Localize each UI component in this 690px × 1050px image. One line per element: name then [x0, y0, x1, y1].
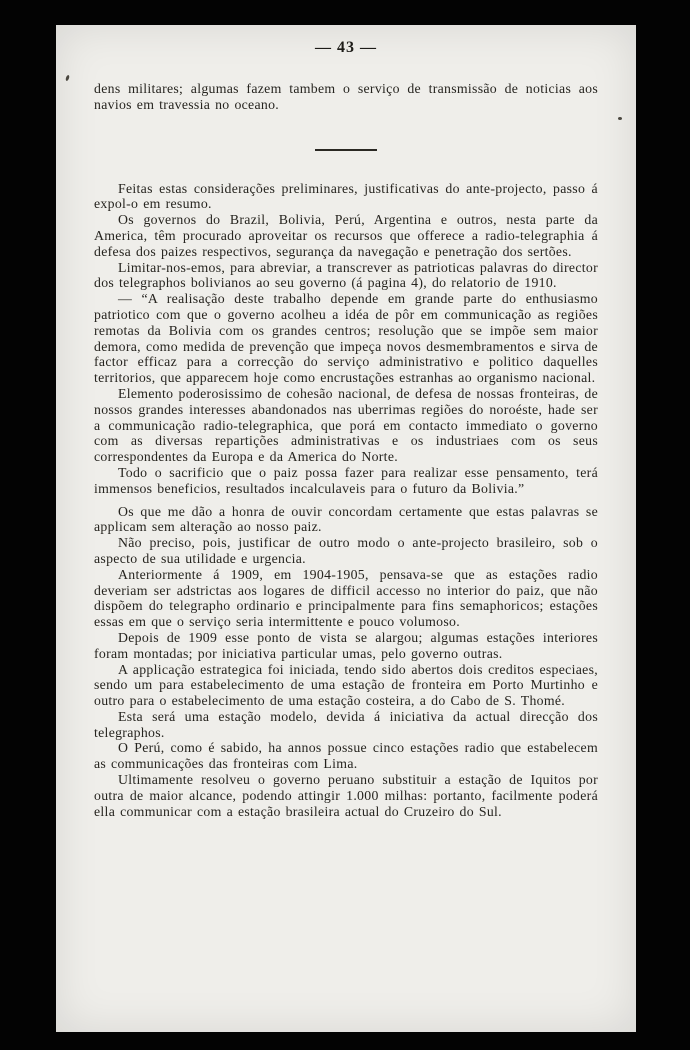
paragraph: Depois de 1909 esse ponto de vista se alargou; algumas estações interiores foram montadas; por iniciativa particular umas, pelo governo outras.: [94, 629, 598, 661]
paragraph: A applicação estrategica foi iniciada, tendo sido abertos dois creditos especiaes, sendo um para estabelecimento de uma estação de fronteira em Porto Murtinho e outro para o estabelecimento de uma estação costeira, a do Cabo de S. Thomé.: [94, 661, 598, 709]
paragraph: — “A realisação deste trabalho depende em grande parte do enthusiasmo patriotico com que o governo acolheu a idéa de pôr em communicação as regiões remotas da Bolivia com os grandes centros; resolução que se impõe sem maior demora, como medida de prevenção que impeça novos desmembramentos e sirva de factor efficaz para a correcção do serviço administrativo e politico daquelles territorios, que apparecem hoje como encrustações estranhas ao organismo nacional.: [94, 291, 598, 386]
paragraph: Não preciso, pois, justificar de outro modo o ante-projecto brasileiro, sob o aspecto de sua utilidade e urgencia.: [94, 535, 598, 566]
page-content: [56, 25, 636, 819]
paragraph: Esta será uma estação modelo, devida á iniciativa da actual direcção dos telegraphos.: [94, 708, 598, 740]
paragraph: Elemento poderosissimo de cohesão nacional, de defesa de nossas fronteiras, de nossos grandes interesses abandonados nas uberrimas regiões do noroéste, hade ser a communicação radio-telegraphica, que porá em contacto immediato o governo com as diversas repartições administrativas e os industriaes com os seus correspondentes da Europa e da America do Norte.: [94, 385, 598, 465]
paragraph: Os governos do Brazil, Bolivia, Perú, Argentina e outros, nesta parte da America, têm procurado aproveitar os recursos que offerece a radio-telegraphia á defesa dos paizes respectivos, segurança da navegação e penetração dos sertões.: [94, 212, 598, 259]
section-divider: [94, 147, 598, 151]
paragraph: Feitas estas considerações preliminares, justificativas do ante-projecto, passo á expol-o em resumo.: [94, 180, 598, 212]
paragraph: Anteriormente á 1909, em 1904-1905, pensava-se que as estações radio deveriam ser adstrictas aos logares de difficil accesso no interior do paiz, que não dispõem do telegrapho ordinario e principalmente para fins semaphoricos; estações essas em que o serviço seria intermittente e pouco volumoso.: [94, 566, 598, 630]
paragraph: Os que me dão a honra de ouvir concordam certamente que estas palavras se applicam sem alteração ao nosso paiz.: [94, 503, 598, 535]
paragraph: Ultimamente resolveu o governo peruano substituir a estação de Iquitos por outra de maior alcance, podendo attingir 1.000 milhas: portanto, facilmente poderá ella communicar com a estação brasileira actual do Cruzeiro do Sul.: [94, 772, 598, 819]
paragraph: Todo o sacrificio que o paiz possa fazer para realizar esse pensamento, terá immensos beneficios, resultados incalculaveis para o futuro da Bolivia.”: [94, 464, 598, 496]
scan-artifact: [618, 117, 622, 120]
paragraph: Limitar-nos-emos, para abreviar, a transcrever as patrioticas palavras do director dos telegraphos bolivianos ao seu governo (á pagina 4), do relatorio de 1910.: [94, 259, 598, 291]
divider-rule: [315, 149, 377, 151]
paragraph-continuation: dens militares; algumas fazem tambem o serviço de transmissão de noticias aos navios em travessia no oceano.: [94, 81, 598, 112]
scanned-page: [56, 25, 636, 1032]
page-number: — 43 —: [315, 39, 377, 56]
paragraph: O Perú, como é sabido, ha annos possue cinco estações radio que estabelecem as communicações das fronteiras com Lima.: [94, 740, 598, 772]
